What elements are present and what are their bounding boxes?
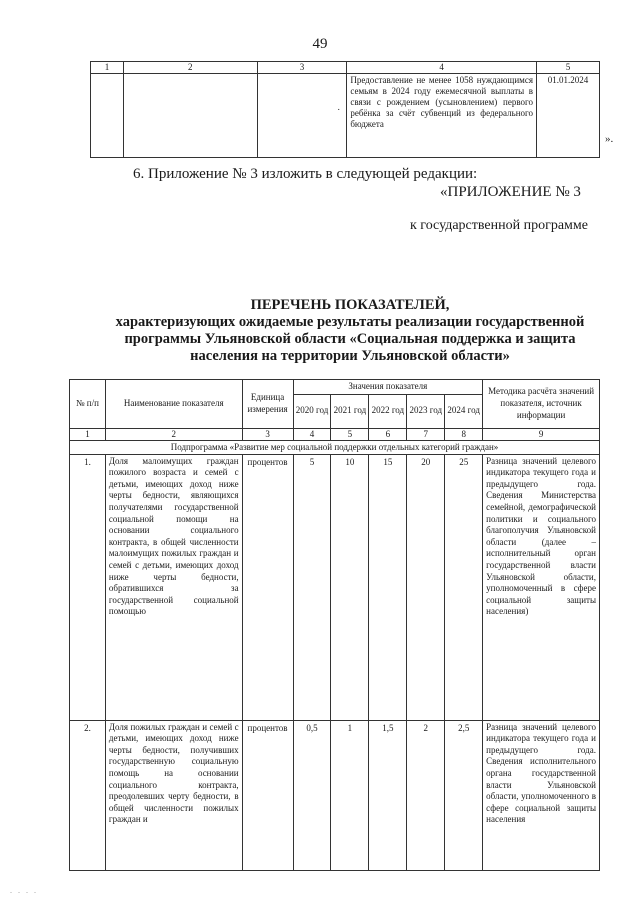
continuation-header-cell: 4 xyxy=(347,62,537,74)
indicator-value: 20 xyxy=(407,454,445,720)
continuation-header-row xyxy=(91,62,600,74)
continuation-header-cell: 5 xyxy=(537,62,600,74)
column-number: 4 xyxy=(293,428,331,440)
continuation-date: 01.01.2024 xyxy=(537,74,600,158)
table-row xyxy=(70,454,600,720)
column-number: 5 xyxy=(331,428,369,440)
header-year: 2020 год xyxy=(293,394,331,428)
header-num: № п/п xyxy=(70,380,106,429)
indicator-unit: процентов xyxy=(242,720,293,870)
column-number-row xyxy=(70,428,600,440)
indicator-value: 1,5 xyxy=(369,720,407,870)
continuation-table xyxy=(90,61,600,158)
column-number: 2 xyxy=(105,428,242,440)
document-title xyxy=(90,297,610,365)
header-year: 2022 год xyxy=(369,394,407,428)
subprogram-title: Подпрограмма «Развитие мер социальной поддержки отдельных категорий граждан» xyxy=(70,440,600,454)
appendix-subheading: к государственной программе xyxy=(410,218,588,233)
indicator-method: Разница значений целевого индикатора текущего года и предыдущего года. Сведения Министерства семейной, демографической политики и социального благополучия Ульяновской области (далее – исполнительный орган государственной власти Ульяновской области, уполномоченный в сфере социальной защиты населения) xyxy=(483,454,600,720)
header-unit: Единица измерения xyxy=(242,380,293,429)
instruction-text: 6. Приложение № 3 изложить в следующей редакции: xyxy=(133,166,478,182)
continuation-cell xyxy=(123,74,257,158)
header-name: Наименование показателя xyxy=(105,380,242,429)
row-number: 2. xyxy=(70,720,106,870)
column-number: 8 xyxy=(445,428,483,440)
dot-mark: . xyxy=(337,102,340,112)
continuation-header-cell: 2 xyxy=(123,62,257,74)
column-number: 1 xyxy=(70,428,106,440)
title-line-1: ПЕРЕЧЕНЬ ПОКАЗАТЕЛЕЙ, xyxy=(250,297,450,313)
header-year: 2024 год xyxy=(445,394,483,428)
closing-quote: ». xyxy=(605,133,614,145)
column-number: 6 xyxy=(369,428,407,440)
header-method: Методика расчёта значений показателя, источник информации xyxy=(483,380,600,429)
header-row xyxy=(70,380,600,395)
appendix-heading: «ПРИЛОЖЕНИЕ № 3 xyxy=(440,184,581,200)
continuation-header-cell: 3 xyxy=(257,62,347,74)
continuation-row xyxy=(91,74,600,158)
indicator-name: Доля пожилых граждан и семей с детьми, имеющих доход ниже черты бедности, получивших государственную социальную помощь на основании социального контракта, преодолевших черту бедности, в общей численности пожилых граждан и xyxy=(105,720,242,870)
indicator-value: 10 xyxy=(331,454,369,720)
page-number: 49 xyxy=(312,36,328,52)
column-number: 3 xyxy=(242,428,293,440)
indicator-value: 0,5 xyxy=(293,720,331,870)
column-number: 9 xyxy=(483,428,600,440)
indicator-value: 5 xyxy=(293,454,331,720)
indicator-value: 15 xyxy=(369,454,407,720)
table-row xyxy=(70,720,600,870)
continuation-description: Предоставление не менее 1058 нуждающимся семьям в 2024 году ежемесячной выплаты в связи с рождением (усыновлением) первого ребёнка за счёт субвенций из федерального бюджета xyxy=(347,74,537,158)
indicator-name: Доля малоимущих граждан пожилого возраста и семей с детьми, имеющих доход ниже черты бедности, являющихся получателями государственной социальной помощи на основании социального контракта, в общей численности малоимущих пожилых граждан и семей с детьми, имеющих доход ниже черты бедности, обратившихся за государственной социальной помощью xyxy=(105,454,242,720)
indicator-unit: процентов xyxy=(242,454,293,720)
subprogram-row xyxy=(70,440,600,454)
continuation-cell xyxy=(91,74,124,158)
continuation-cell xyxy=(257,74,347,158)
indicator-value: 25 xyxy=(445,454,483,720)
scan-artifact: . . . . xyxy=(10,886,38,895)
header-year: 2023 год xyxy=(407,394,445,428)
indicator-method: Разница значений целевого индикатора текущего года и предыдущего года. Сведения исполнительного органа государственной власти Ульяновской области, уполномоченного в сфере социальной защиты населения xyxy=(483,720,600,870)
indicator-value: 2,5 xyxy=(445,720,483,870)
row-number: 1. xyxy=(70,454,106,720)
title-line-2: характеризующих ожидаемые результаты реализации государственной программы Ульяновской области «Социальная поддержка и защита населения на территории Ульяновской области» xyxy=(115,314,585,364)
column-number: 7 xyxy=(407,428,445,440)
header-year: 2021 год xyxy=(331,394,369,428)
indicator-value: 1 xyxy=(331,720,369,870)
indicator-value: 2 xyxy=(407,720,445,870)
header-values-group: Значения показателя xyxy=(293,380,483,395)
indicators-table xyxy=(69,379,600,871)
continuation-header-cell: 1 xyxy=(91,62,124,74)
